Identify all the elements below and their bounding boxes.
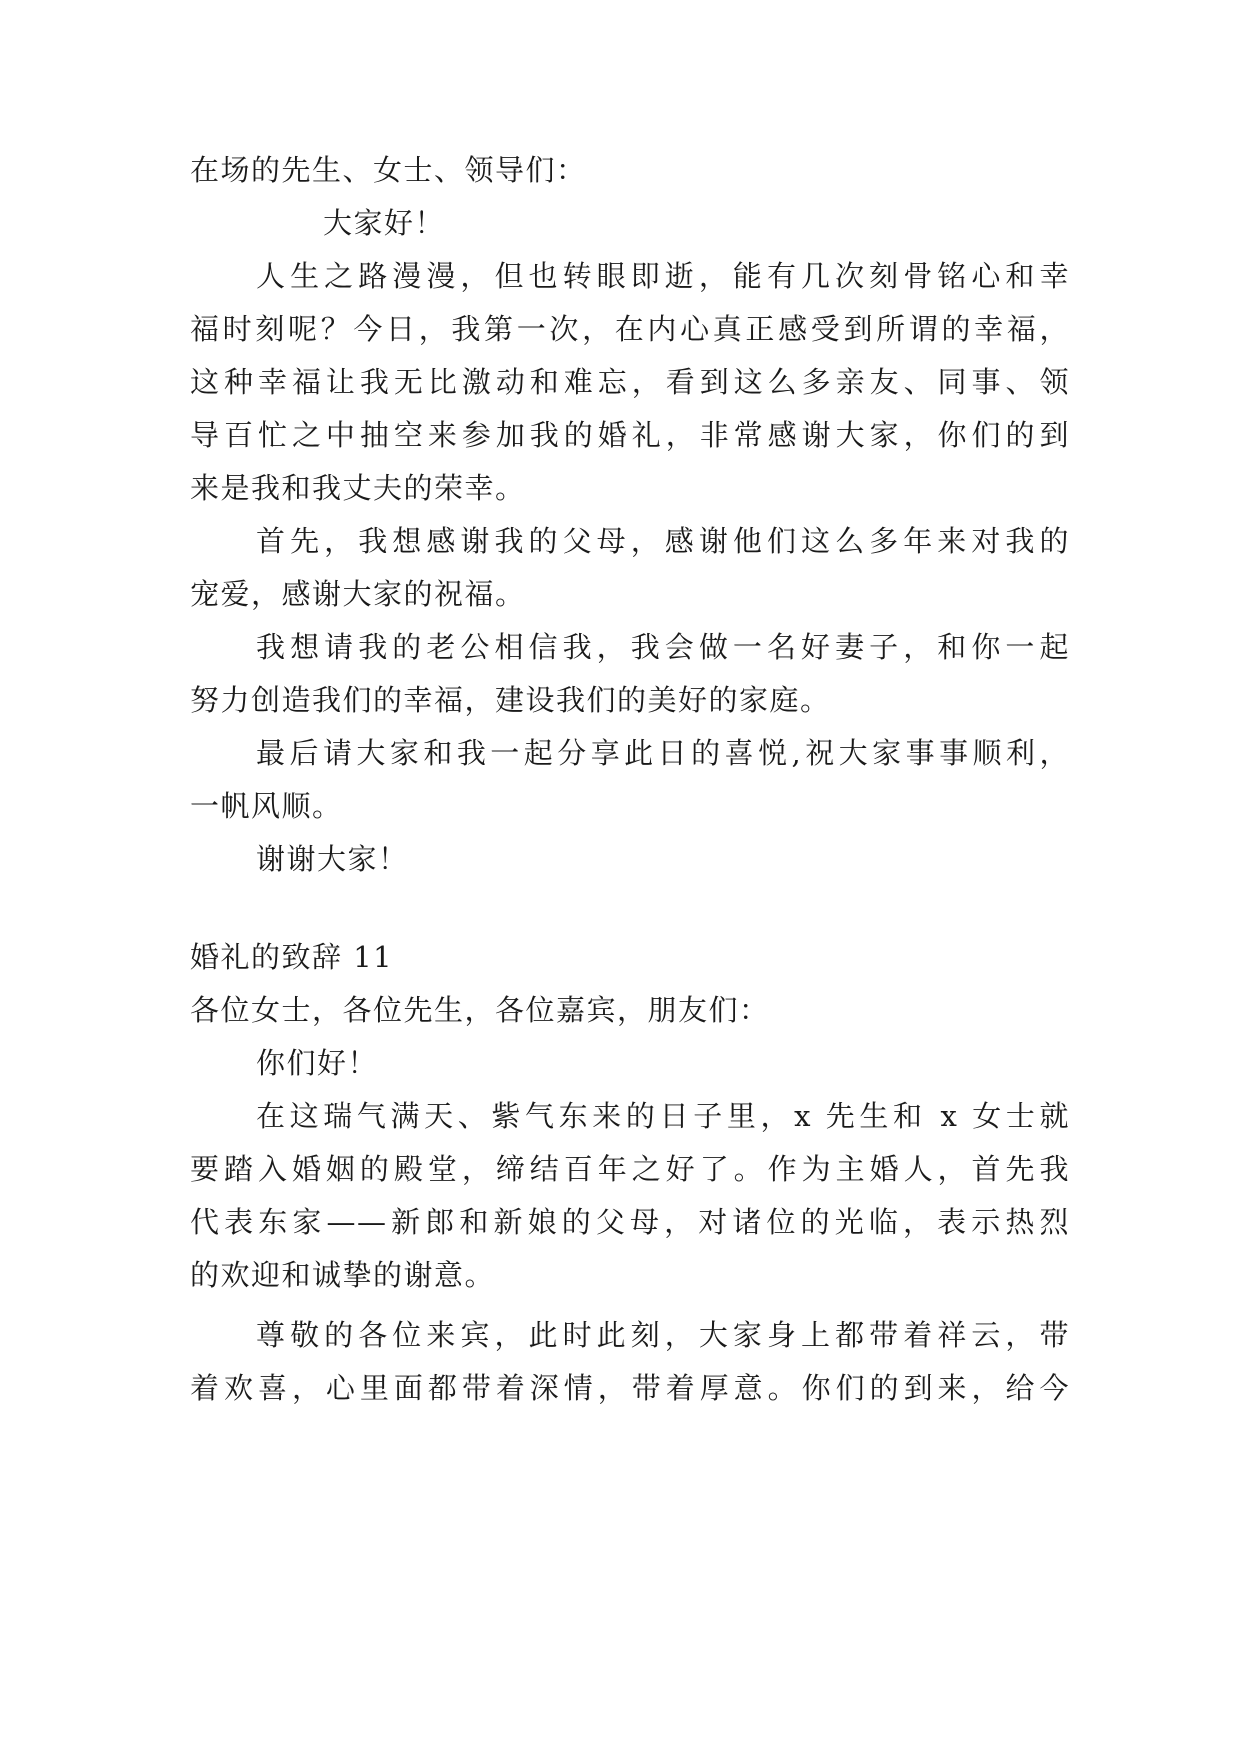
paragraph-line: 努力创造我们的幸福，建设我们的美好的家庭。 [190, 683, 831, 717]
paragraph-line: 我想请我的老公相信我，我会做一名好妻子，和你一起 [256, 630, 1070, 664]
paragraph-line: 宠爱，感谢大家的祝福。 [190, 577, 526, 611]
paragraph-line: 最后请大家和我一起分享此日的喜悦,祝大家事事顺利， [256, 736, 1070, 770]
paragraph-line: 首先，我想感谢我的父母，感谢他们这么多年来对我的 [256, 524, 1070, 558]
paragraph-line: 的欢迎和诚挚的谢意。 [190, 1258, 496, 1292]
closing-thanks: 谢谢大家！ [256, 842, 409, 876]
paragraph-line: 着欢喜，心里面都带着深情，带着厚意。你们的到来，给今 [190, 1371, 1070, 1405]
paragraph-line: 人生之路漫漫，但也转眼即逝，能有几次刻骨铭心和幸 [256, 259, 1070, 293]
paragraph-line: 在这瑞气满天、紫气东来的日子里，x 先生和 x 女士就 [256, 1099, 1070, 1133]
paragraph-line: 尊敬的各位来宾，此时此刻，大家身上都带着祥云，带 [256, 1318, 1070, 1352]
paragraph-line: 导百忙之中抽空来参加我的婚礼，非常感谢大家，你们的到 [190, 418, 1070, 452]
section-heading: 婚礼的致辞 11 [190, 940, 394, 974]
greeting: 大家好！ [323, 206, 446, 240]
paragraph-line: 来是我和我丈夫的荣幸。 [190, 471, 526, 505]
paragraph-line: 这种幸福让我无比激动和难忘，看到这么多亲友、同事、领 [190, 365, 1070, 399]
salutation: 在场的先生、女士、领导们： [190, 153, 587, 187]
paragraph-line: 要踏入婚姻的殿堂，缔结百年之好了。作为主婚人，首先我 [190, 1152, 1070, 1186]
greeting: 你们好！ [256, 1046, 379, 1080]
salutation: 各位女士，各位先生，各位嘉宾，朋友们： [190, 993, 770, 1027]
paragraph-line: 福时刻呢？今日，我第一次，在内心真正感受到所谓的幸福， [190, 312, 1070, 346]
paragraph-line: 代表东家——新郎和新娘的父母，对诸位的光临，表示热烈 [190, 1205, 1070, 1239]
paragraph-line: 一帆风顺。 [190, 789, 343, 823]
